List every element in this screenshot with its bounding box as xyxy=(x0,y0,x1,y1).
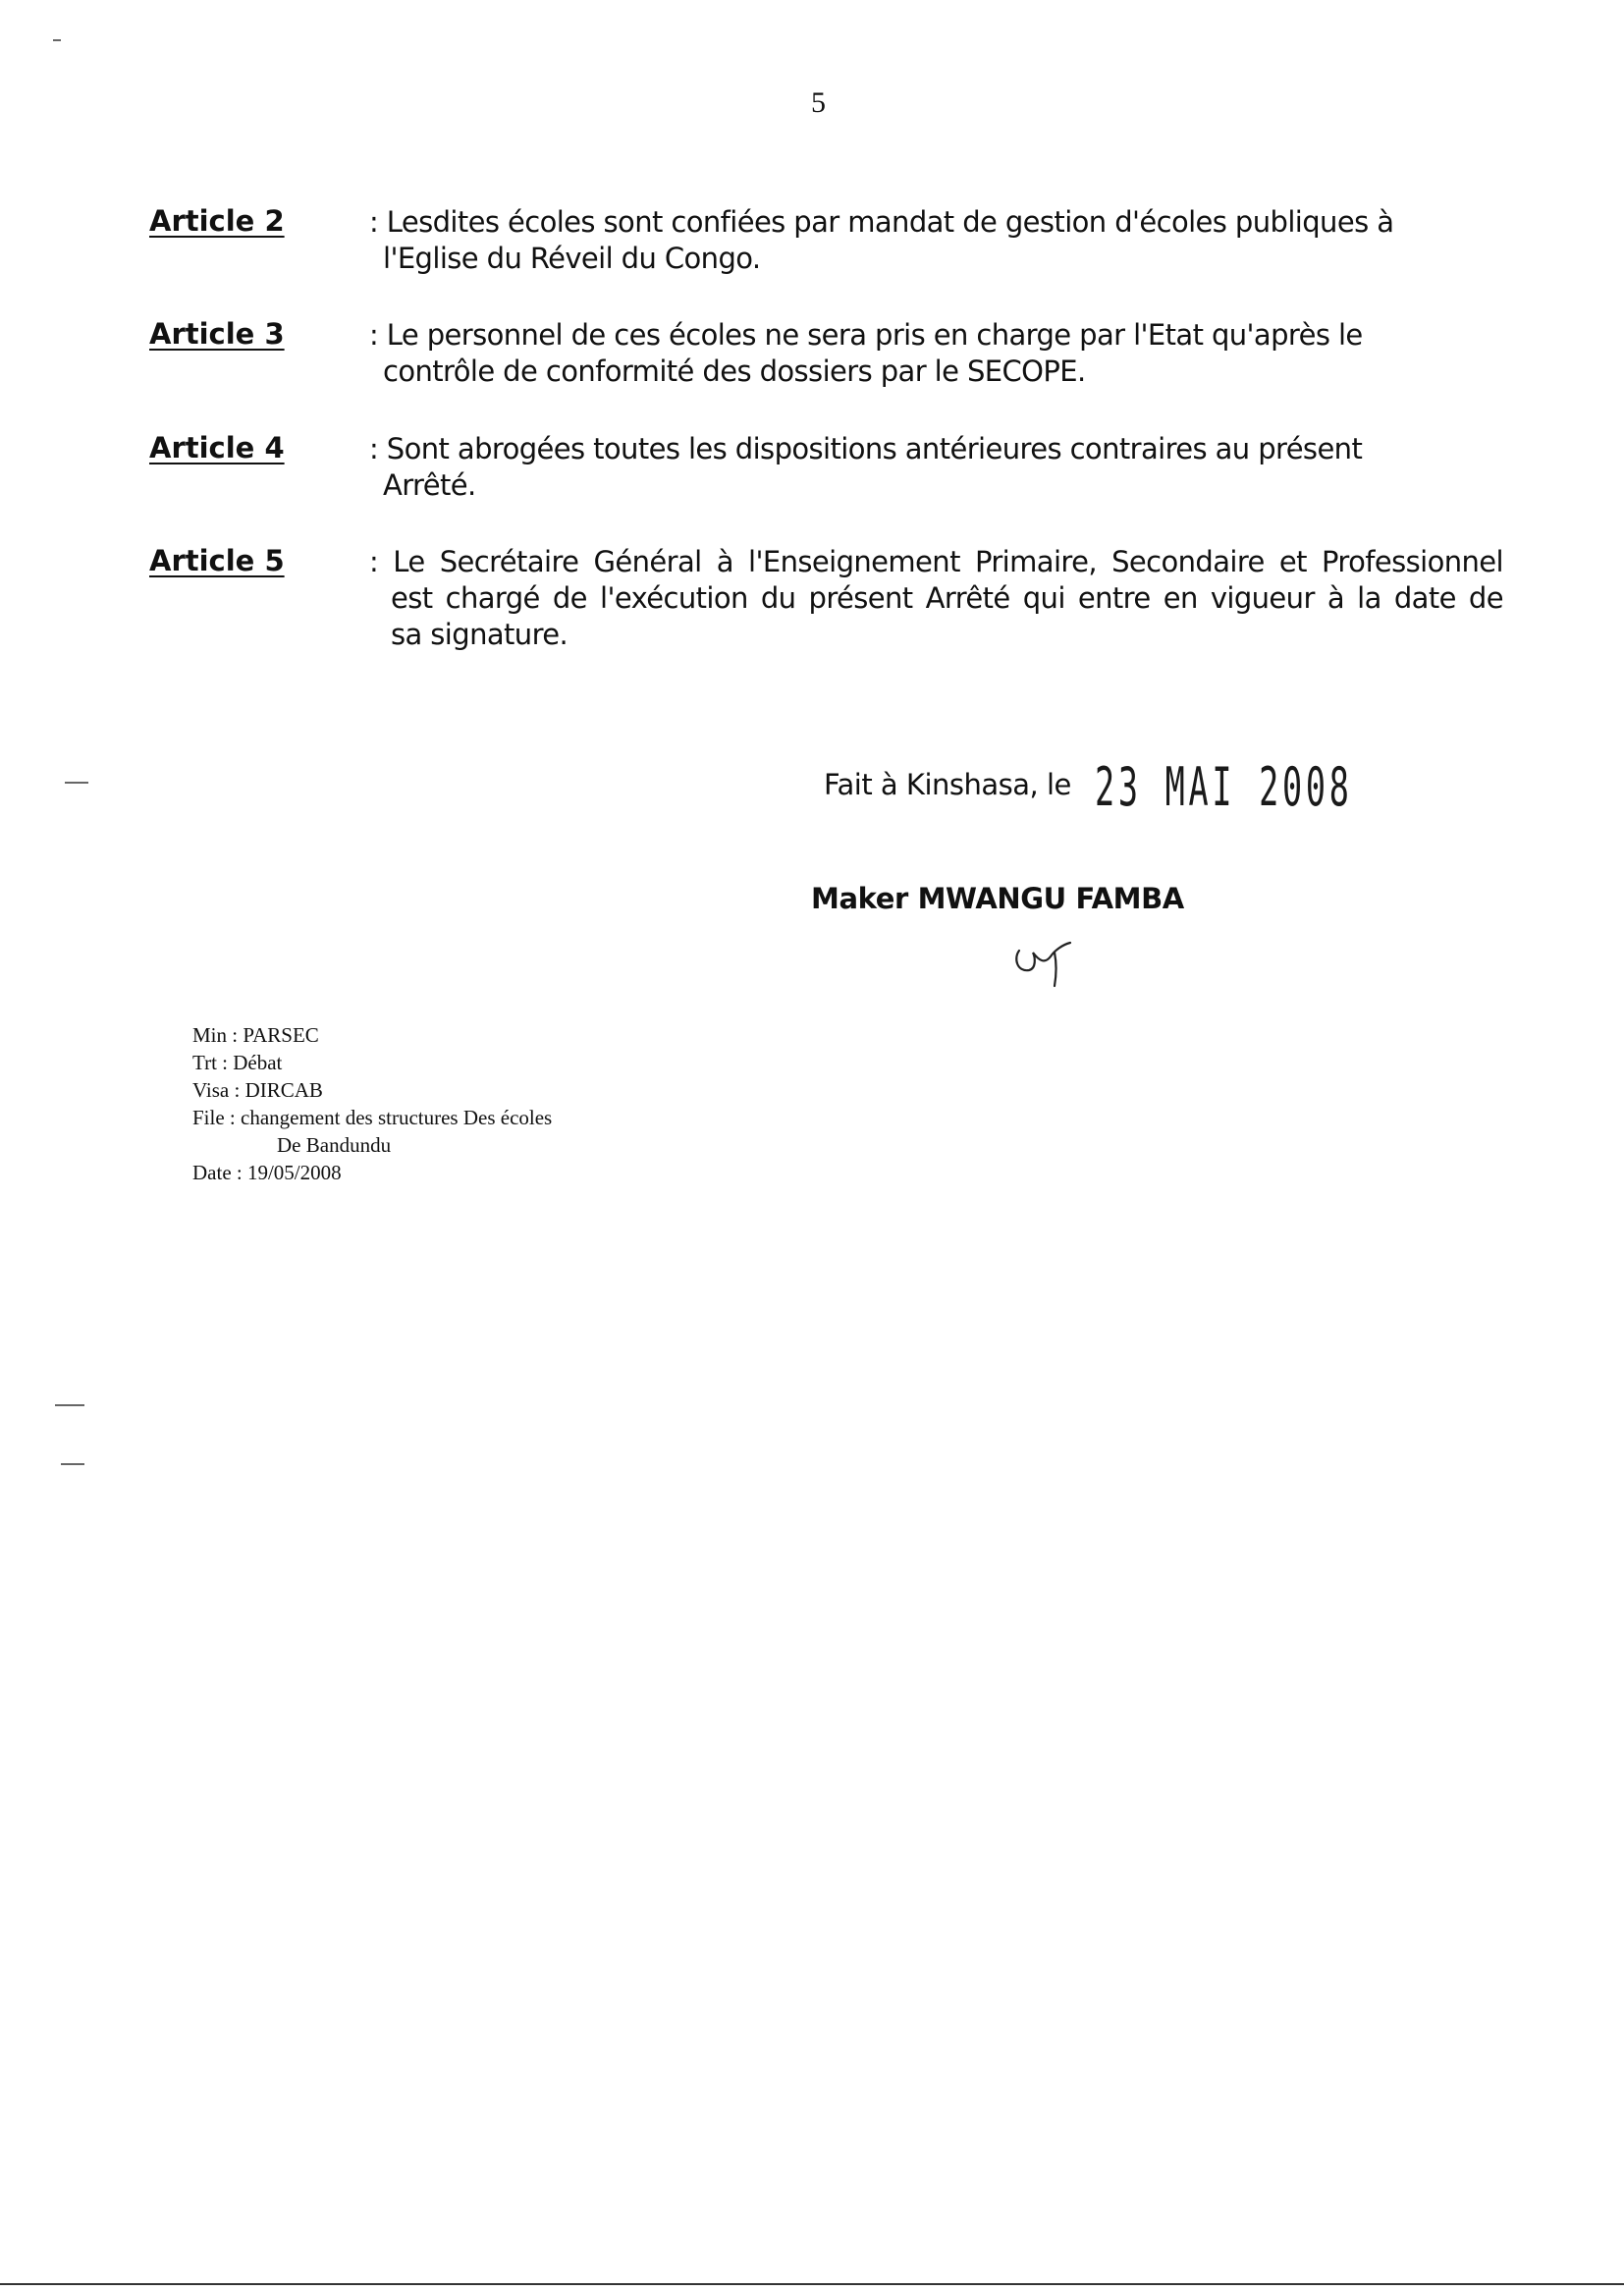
scan-speck xyxy=(61,1463,84,1465)
document-metadata xyxy=(192,1021,552,1186)
article-label: Article 2 xyxy=(149,204,285,238)
article-text xyxy=(369,431,1528,504)
page-number: 5 xyxy=(811,86,826,119)
article-line: : Le Secrétaire Général à l'Enseignement Primaire, Secondaire et Professionnel xyxy=(369,545,1503,578)
article-line: contrôle de conformité des dossiers par le SECOPE. xyxy=(383,355,1086,388)
meta-file: File : changement des structures Des écoles xyxy=(192,1106,553,1129)
article-text xyxy=(369,317,1528,390)
article-line: : Lesdites écoles sont confiées par mandat de gestion d'écoles publiques à xyxy=(369,205,1394,239)
handwritten-signature xyxy=(1011,931,1080,990)
meta-file-continued: De Bandundu xyxy=(277,1133,392,1157)
article-line: sa signature. xyxy=(391,618,568,651)
article-label: Article 3 xyxy=(149,317,285,351)
article-line: : Sont abrogées toutes les dispositions antérieures contraires au présent xyxy=(369,432,1363,465)
article-label: Article 4 xyxy=(149,431,285,464)
meta-date: Date : 19/05/2008 xyxy=(192,1161,342,1184)
signatory-name: Maker MWANGU FAMBA xyxy=(811,882,1184,915)
scan-speck xyxy=(55,1404,84,1406)
bottom-rule xyxy=(0,2283,1624,2285)
place-and-date-label: Fait à Kinshasa, le xyxy=(824,768,1071,801)
article-line: : Le personnel de ces écoles ne sera pris en charge par l'Etat qu'après le xyxy=(369,318,1363,352)
article-label: Article 5 xyxy=(149,544,285,577)
date-stamp: 23 MAI 2008 xyxy=(1095,756,1353,818)
article-line: l'Eglise du Réveil du Congo. xyxy=(383,242,761,275)
article-line: Arrêté. xyxy=(383,468,476,502)
article-line: est chargé de l'exécution du présent Arrêté qui entre en vigueur à la date de xyxy=(391,581,1503,615)
meta-min: Min : PARSEC xyxy=(192,1023,319,1047)
meta-trt: Trt : Débat xyxy=(192,1051,283,1074)
scan-speck xyxy=(53,39,61,41)
article-text xyxy=(369,544,1503,653)
scan-speck xyxy=(65,782,88,784)
article-text xyxy=(369,204,1528,277)
meta-visa: Visa : DIRCAB xyxy=(192,1078,323,1102)
